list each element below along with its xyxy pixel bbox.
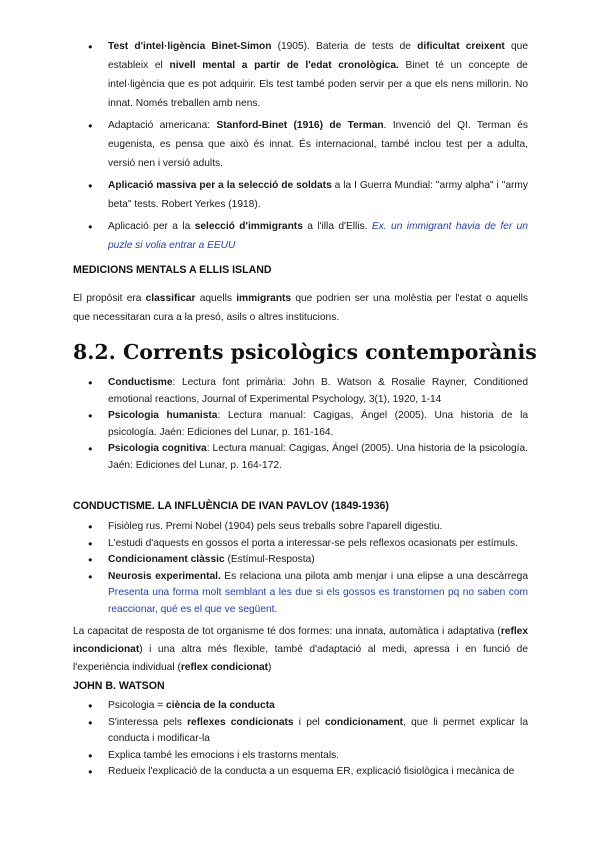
list-item: ● S'interessa pels reflexes condicionats i pel condicionament, que li permet explicar la conducta i modificar-la — [88, 715, 528, 748]
list-item: ● Explica també les emocions i els trastorns mentals. — [88, 748, 528, 765]
reflex-paragraph: La capacitat de resposta de tot organisme té dos formes: una innata, automàtica i adaptativa (reflex incondicionat) i una altra més flexible, també d'adaptació al medi, apressa i en funció de l'experiència individual (reflex condicionat) — [73, 626, 528, 673]
pavlov-list — [88, 519, 528, 618]
list-item: ● Neurosis experimental. Es relaciona una pilota amb menjar i una elipse a una descàrrega Presenta una forma molt semblant a les due si els gossos es transtornen pq no saben com reaccionar, qué es el que ve següent. — [88, 569, 528, 619]
list-item: ● Redueix l'explicació de la conducta a un esquema ER, explicació fisiològica i mecànica de — [88, 764, 528, 781]
intelligence-tests-list — [88, 37, 528, 258]
list-item: ● Psicologia cognitiva: Lectura manual: Cagigas, Ángel (2005). Una historia de la psicología. Jaén: Ediciones del Lunar, p. 164-172. — [88, 441, 528, 474]
list-item: ● Adaptació americana: Stanford-Binet (1916) de Terman. Invenció del QI. Terman és eugenista, es pensa que això és innat. És internacional, també inclou test per a adulta, versió nen i versió adults. — [88, 116, 528, 173]
list-item: ● Conductisme: Lectura font primària: John B. Watson & Rosalie Rayner, Conditioned emotional reactions, Journal of Experimental Psychology, 3(1), 1920, 1-14 — [88, 375, 528, 408]
watson-heading: JOHN B. WATSON — [73, 680, 165, 692]
list-item: ● Condicionament clàssic (Estímul-Resposta) — [88, 552, 528, 569]
list-item: ● Aplicació massiva per a la selecció de soldats a la I Guerra Mundial: "army alpha" i "army beta" tests. Robert Yerkes (1918). — [88, 176, 528, 214]
list-item: ● Fisiòleg rus. Premi Nobel (1904) pels seus treballs sobre l'aparell digestiu. — [88, 519, 528, 536]
list-item: ● L'estudi d'aquests en gossos el porta a interessar-se pels reflexos ocasionats per estímuls. — [88, 536, 528, 553]
ellis-island-paragraph: El propòsit era classificar aquells immigrants que podrien ser una molèstia per l'estat o aquells que necessitaran cura a la presó, asils o altres institucions. — [73, 293, 528, 323]
pavlov-heading: CONDUCTISME. LA INFLUÈNCIA DE IVAN PAVLOV (1849-1936) — [73, 500, 389, 512]
list-item: ● Test d'intel·ligència Binet-Simon (1905). Bateria de tests de dificultat creixent que estableix el nivell mental a partir de l'edat cronològica. Binet té un concepte de intel·ligència que es pot adquirir. Els test també poden servir per a que els nens millorin. No innat. Només treballen amb nens. — [88, 37, 528, 113]
psychology-currents-list — [88, 375, 528, 474]
watson-list — [88, 698, 528, 781]
list-item: ● Psicologia = ciència de la conducta — [88, 698, 528, 715]
section-title: 8.2. Corrents psicològics contemporànis — [73, 340, 537, 364]
ellis-island-heading: MEDICIONS MENTALS A ELLIS ISLAND — [73, 264, 272, 276]
list-item: ● Aplicació per a la selecció d'immigrants a l'illa d'Ellis. Ex. un immigrant havia de fer un puzle si volia entrar a EEUU — [88, 217, 528, 255]
list-item: ● Psicologia humanista: Lectura manual: Cagigas, Ángel (2005). Una historia de la psicología. Jaén: Ediciones del Lunar, p. 161-164. — [88, 408, 528, 441]
